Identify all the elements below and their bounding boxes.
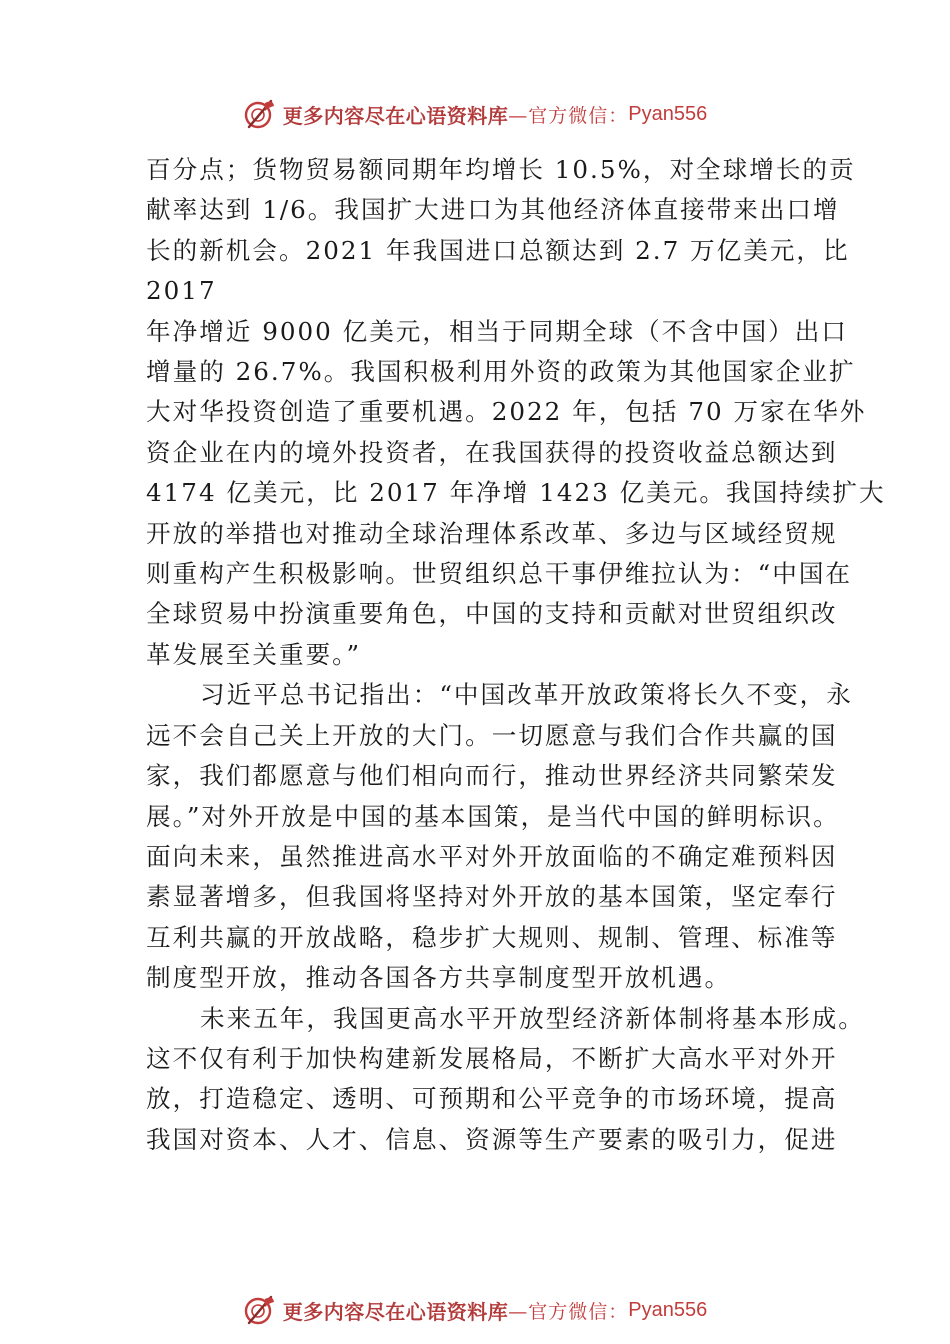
text-line: 4174 亿美元，比 2017 年净增 1423 亿美元。我国持续扩大 bbox=[146, 478, 886, 508]
text-line: 革发展至关重要。” bbox=[146, 639, 362, 669]
text-line: 献率达到 1/6。我国扩大进口为其他经济体直接带来出口增 bbox=[146, 195, 840, 225]
header-wechat-label: —官方微信： bbox=[508, 104, 629, 127]
quill-logo-icon bbox=[243, 97, 277, 131]
paragraph-3 bbox=[146, 999, 865, 1161]
text-line: 资企业在内的境外投资者，在我国获得的投资收益总额达到 bbox=[146, 437, 838, 467]
text-line: 我国对资本、人才、信息、资源等生产要素的吸引力，促进 bbox=[146, 1124, 838, 1154]
header-wechat-id: Pyan556 bbox=[628, 102, 708, 125]
header-banner bbox=[0, 92, 950, 136]
text-line: 素显著增多，但我国将坚持对外开放的基本国策，坚定奉行 bbox=[146, 882, 838, 912]
footer-title: 更多内容尽在心语资料库 bbox=[282, 1299, 509, 1324]
footer-wechat-id: Pyan556 bbox=[628, 1298, 708, 1321]
quill-logo-icon bbox=[243, 1293, 277, 1327]
text-line: 全球贸易中扮演重要角色，中国的支持和贡献对世贸组织改 bbox=[146, 599, 838, 629]
text-line: 远不会自己关上开放的大门。一切愿意与我们合作共赢的国 bbox=[146, 720, 838, 750]
header-title: 更多内容尽在心语资料库 bbox=[282, 103, 509, 128]
text-line: 大对华投资创造了重要机遇。2022 年，包括 70 万家在华外 bbox=[146, 397, 867, 427]
text-line: 制度型开放，推动各国各方共享制度型开放机遇。 bbox=[146, 963, 732, 993]
text-line: 未来五年，我国更高水平开放型经济新体制将基本形成。 bbox=[200, 1003, 865, 1033]
document-body bbox=[146, 150, 886, 1160]
text-line: 家，我们都愿意与他们相向而行，推动世界经济共同繁荣发 bbox=[146, 761, 838, 791]
text-line: 展。”对外开放是中国的基本国策，是当代中国的鲜明标识。 bbox=[146, 801, 840, 831]
footer-wechat-label: —官方微信： bbox=[508, 1300, 629, 1323]
text-line: 放，打造稳定、透明、可预期和公平竞争的市场环境，提高 bbox=[146, 1084, 838, 1114]
text-line: 这不仅有利于加快构建新发展格局，不断扩大高水平对外开 bbox=[146, 1043, 838, 1073]
text-line: 增量的 26.7%。我国积极利用外资的政策为其他国家企业扩 bbox=[146, 357, 856, 387]
paragraph-1 bbox=[146, 150, 886, 675]
text-line: 年净增近 9000 亿美元，相当于同期全球（不含中国）出口 bbox=[146, 316, 848, 346]
paragraph-2 bbox=[146, 675, 853, 998]
text-line: 2017 bbox=[146, 276, 217, 306]
text-line: 长的新机会。2021 年我国进口总额达到 2.7 万亿美元，比 bbox=[146, 235, 850, 265]
text-line: 习近平总书记指出：“中国改革开放政策将长久不变，永 bbox=[200, 680, 853, 710]
footer-banner bbox=[0, 1288, 950, 1332]
text-line: 则重构产生积极影响。世贸组织总干事伊维拉认为：“中国在 bbox=[146, 559, 853, 589]
text-line: 面向未来，虽然推进高水平对外开放面临的不确定难预料因 bbox=[146, 841, 838, 871]
text-line: 互利共赢的开放战略，稳步扩大规则、规制、管理、标准等 bbox=[146, 922, 838, 952]
text-line: 开放的举措也对推动全球治理体系改革、多边与区域经贸规 bbox=[146, 518, 838, 548]
text-line: 百分点；货物贸易额同期年均增长 10.5%，对全球增长的贡 bbox=[146, 155, 856, 184]
